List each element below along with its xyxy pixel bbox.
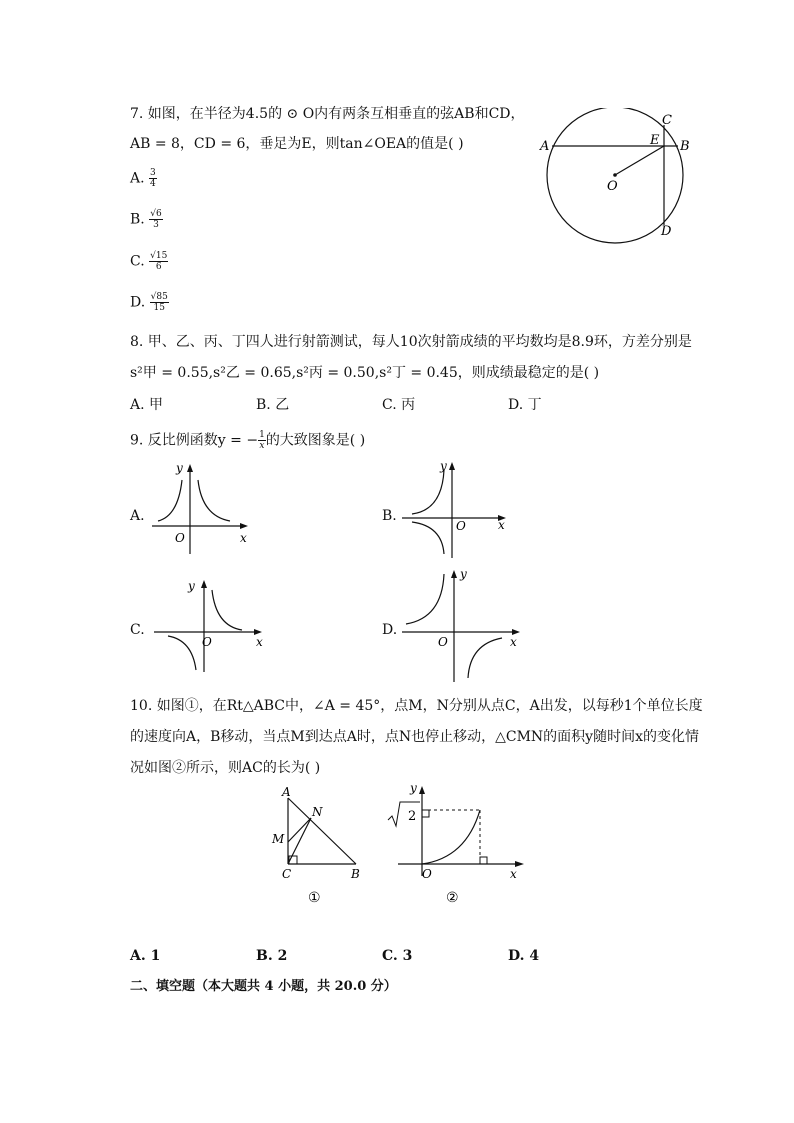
q9-graph-c[interactable]: [150, 574, 270, 674]
q9-option-d-label[interactable]: D.: [382, 622, 398, 638]
q10-stem-line2: 的速度向A，B移动，当点M到达点A时，点N也停止移动，△CMN的面积y随时间x的变化情: [130, 729, 699, 745]
q10-stem-line1: 10. 如图①，在Rt△ABC中，∠A = 45°，点M，N分别从点C，A出发，以每秒1个单位长度: [130, 698, 703, 714]
svg-text:x: x: [510, 867, 517, 881]
q7-option-c[interactable]: C. $\frac{√15}{6}$: [130, 251, 168, 272]
q10-option-a[interactable]: A. 1: [130, 948, 161, 964]
q10-option-b[interactable]: B. 2: [256, 948, 288, 964]
svg-text:y: y: [460, 567, 467, 581]
q7-option-a[interactable]: A. $\frac{3}{4}$: [130, 168, 156, 189]
segment-oe: [615, 146, 664, 175]
svg-text:x: x: [510, 635, 517, 649]
segment-cn: [288, 818, 311, 864]
curve-right-lower: [412, 522, 444, 554]
label-d: D: [661, 224, 672, 239]
svg-text:O: O: [438, 635, 448, 649]
q8-option-a[interactable]: A. 甲: [130, 397, 164, 413]
caption-2: ②: [446, 890, 459, 906]
q7-option-b[interactable]: B. $\frac{√6}{3}$: [130, 209, 162, 230]
q10-option-d[interactable]: D. 4: [508, 948, 540, 964]
curve-left: [412, 470, 444, 514]
svg-text:2: 2: [408, 809, 417, 824]
curve-q3: [168, 636, 196, 670]
fraction: $\frac{√6}{3}$: [150, 209, 162, 230]
label-b: B: [680, 139, 690, 154]
label-c: C: [662, 113, 672, 128]
q7-stem-line1: 7. 如图，在半径为4.5的 ⊙ O内有两条互相垂直的弦AB和CD，: [130, 106, 525, 122]
svg-text:y: y: [188, 579, 195, 593]
svg-text:O: O: [422, 867, 432, 881]
q7-stem-line2: AB = 8，CD = 6，垂足为E，则tan∠OEA的值是( ): [130, 136, 464, 152]
q9-graph-a[interactable]: [148, 458, 258, 558]
svg-text:y: y: [176, 461, 183, 475]
caption-1: ①: [308, 890, 321, 906]
curve-left: [158, 480, 182, 521]
curve-q2: [406, 574, 444, 624]
curve: [422, 810, 480, 864]
q8-option-b[interactable]: B. 乙: [256, 397, 290, 413]
fraction: $\frac{√15}{6}$: [150, 251, 168, 272]
svg-text:O: O: [202, 635, 212, 649]
q9-graph-d[interactable]: [398, 566, 526, 684]
q9-option-c-label[interactable]: C.: [130, 622, 145, 638]
q7-option-d[interactable]: D. $\frac{√85}{15}$: [130, 292, 168, 313]
center-dot: [613, 173, 617, 177]
svg-text:C: C: [282, 867, 292, 881]
q7-circle-figure: [535, 108, 695, 248]
fraction: $\frac{3}{4}$: [150, 168, 156, 189]
q9-option-b-label[interactable]: B.: [382, 508, 397, 524]
svg-text:y: y: [410, 781, 417, 795]
label-o: O: [607, 179, 618, 194]
q10-stem-line3: 况如图②所示，则AC的长为( ): [130, 760, 321, 776]
q10-option-c[interactable]: C. 3: [382, 948, 413, 964]
svg-text:x: x: [240, 531, 247, 545]
fraction: $\frac{√85}{15}$: [150, 292, 168, 313]
curve-right: [198, 480, 230, 521]
segment-mn: [288, 818, 311, 842]
label-e: E: [650, 133, 660, 148]
q8-option-c[interactable]: C. 丙: [382, 397, 416, 413]
curve-q1: [212, 590, 242, 630]
q9-option-a-label[interactable]: A.: [130, 508, 145, 524]
q10-figure-2: [384, 780, 529, 910]
section-heading: 二、填空题（本大题共 4 小题，共 20.0 分）: [130, 979, 397, 994]
svg-text:A: A: [282, 785, 291, 799]
svg-text:y: y: [440, 459, 447, 473]
label-a: A: [540, 139, 550, 154]
q9-stem: 9. 反比例函数y = − $\frac{1}{x}$ 的大致图象是( ): [130, 430, 366, 451]
svg-text:O: O: [456, 519, 466, 533]
svg-text:O: O: [175, 531, 185, 545]
q9-graph-b[interactable]: [398, 456, 513, 560]
right-angle-mark-bottom: [480, 857, 487, 864]
q10-figure-1: [262, 780, 372, 910]
q8-stem-line1: 8. 甲、乙、丙、丁四人进行射箭测试，每人10次射箭成绩的平均数均是8.9环，方差分别是: [130, 334, 692, 350]
svg-text:N: N: [312, 805, 323, 819]
fraction: $\frac{1}{x}$: [259, 430, 265, 451]
svg-text:M: M: [272, 832, 285, 846]
right-angle-mark-top: [422, 810, 429, 817]
svg-text:x: x: [256, 635, 263, 649]
curve-q4: [468, 638, 502, 678]
q8-stem-line2: s²甲 = 0.55,s²乙 = 0.65,s²丙 = 0.50,s²丁 = 0.45，则成绩最稳定的是( ): [130, 365, 600, 381]
q8-option-d[interactable]: D. 丁: [508, 397, 542, 413]
svg-text:x: x: [498, 518, 505, 532]
svg-text:B: B: [351, 867, 360, 881]
